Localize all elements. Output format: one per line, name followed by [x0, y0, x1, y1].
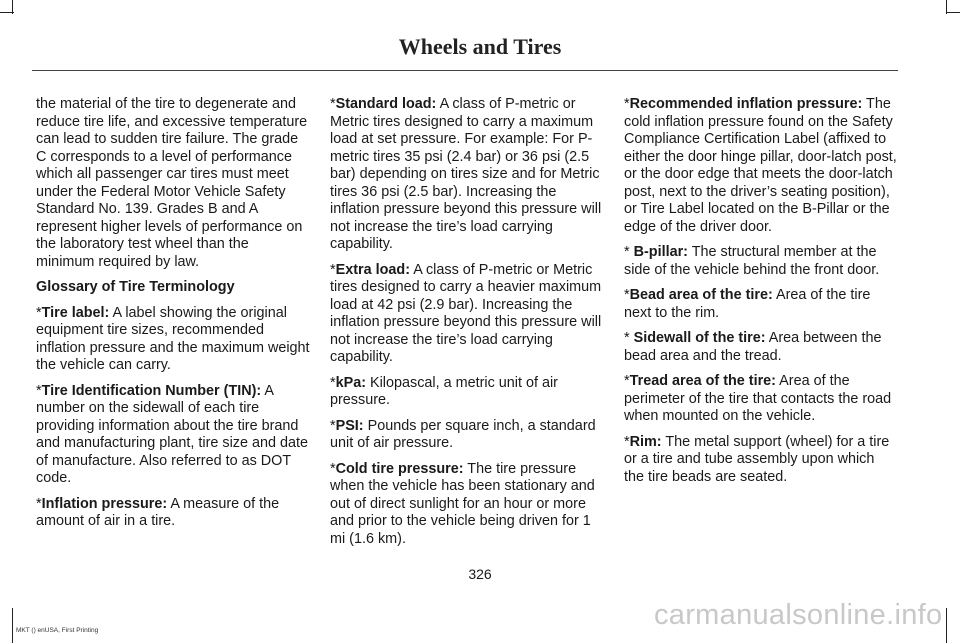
- definition: A class of P-metric or Metric tires designed to carry a maximum load at set pressure. For example: For P-metric tires 35 psi (2.4 bar) or 36 psi (2.5 bar) depending on tires size and for Metric tires 36 psi (2.5 bar). Increasing the inflation pressure beyond this pressure will not increase the tire’s load carrying capability.: [330, 96, 602, 252]
- definition: The tire pressure when the vehicle has been stationary and out of direct sunlight for an hour or more and prior to the vehicle being driven for 1 mi (1.6 km).: [330, 460, 595, 547]
- page-number: 326: [468, 566, 492, 582]
- term: Bead area of the tire:: [629, 287, 773, 303]
- asterisk: *: [624, 373, 630, 389]
- asterisk: *: [624, 96, 630, 112]
- term: Extra load:: [335, 261, 410, 278]
- glossary-entry-sidewall: [624, 330, 898, 365]
- text-column-2: [330, 96, 604, 556]
- asterisk: *: [624, 330, 634, 346]
- term: Recommended inflation pressure:: [629, 96, 863, 112]
- glossary-entry-rim: [624, 434, 898, 487]
- term: B-pillar:: [633, 244, 688, 260]
- definition: Kilopascal, a metric unit of air pressure.: [330, 374, 558, 408]
- definition: Area of the perimeter of the tire that contacts the road when mounted on the vehicle.: [624, 373, 892, 424]
- glossary-entry-recommended-pressure: [624, 96, 898, 236]
- term: Sidewall of the tire:: [633, 330, 766, 346]
- asterisk: *: [330, 96, 336, 112]
- glossary-entry-extra-load: [330, 262, 604, 367]
- definition: The structural member at the side of the vehicle behind the front door.: [624, 244, 880, 278]
- definition: A number on the sidewall of each tire providing information about the tire brand and manufacturing plant, tire size and date of manufacture. Also referred to as DOT code.: [36, 382, 308, 486]
- asterisk: *: [330, 374, 336, 391]
- glossary-entry-b-pillar: [624, 244, 898, 279]
- definition: The metal support (wheel) for a tire or a tire and tube assembly upon which the tire beads are seated.: [624, 433, 890, 485]
- asterisk: *: [624, 287, 630, 303]
- glossary-heading: Glossary of Tire Terminology: [36, 279, 235, 295]
- asterisk: *: [624, 433, 630, 450]
- asterisk: *: [330, 417, 336, 434]
- watermark: carmanualsonline.info: [654, 599, 943, 631]
- term: Inflation pressure:: [41, 495, 168, 512]
- asterisk: *: [330, 460, 336, 477]
- crop-mark-bottom-left-vertical: [12, 608, 13, 643]
- glossary-entry-inflation-pressure: [36, 496, 310, 531]
- definition: A class of P-metric or Metric tires designed to carry a heavier maximum load at 42 psi (2.9 bar). Increasing the inflation pressure beyond this pressure will not increase the tire’s load carrying capability.: [330, 261, 602, 365]
- asterisk: *: [624, 244, 634, 260]
- text-column-3: [624, 96, 898, 494]
- glossary-entry-tread-area: [624, 373, 898, 426]
- glossary-entry-psi: [330, 418, 604, 453]
- print-info: MKT () enUSA, First Printing: [16, 627, 99, 634]
- page-title: Wheels and Tires: [398, 34, 562, 59]
- definition: The cold inflation pressure found on the Safety Compliance Certification Label (affixed to either the door hinge pillar, door-latch post, or the door edge that meets the door-latch post, next to the driver’s seating position), or Tire Label located on the B-Pillar or the edge of the driver door.: [624, 96, 897, 235]
- text-column-1: [36, 96, 310, 539]
- glossary-entry-cold-tire-pressure: [330, 461, 604, 549]
- glossary-entry-standard-load: [330, 96, 604, 254]
- term: kPa:: [335, 374, 367, 391]
- crop-mark-top-left-horizontal: [0, 12, 14, 13]
- definition: A label showing the original equipment tire sizes, recommended inflation pressure and the maximum weight the vehicle can carry.: [36, 304, 310, 373]
- term: Standard load:: [335, 96, 437, 112]
- term: PSI:: [335, 417, 364, 434]
- glossary-entry-kpa: [330, 375, 604, 410]
- term: Tread area of the tire:: [629, 373, 776, 389]
- definition: Area of the tire next to the rim.: [624, 287, 871, 321]
- paragraph-tire-grade: the material of the tire to degenerate and reduce tire life, and excessive temperature can lead to sudden tire failure. The grade C corresponds to a level of performance which all passenger car tires must meet under the Federal Motor Vehicle Safety Standard No. 139. Grades B and A represent higher levels of performance on the laboratory test wheel than the minimum required by law.: [36, 96, 308, 270]
- asterisk: *: [330, 261, 336, 278]
- glossary-entry-tire-label: [36, 305, 310, 375]
- definition: Pounds per square inch, a standard unit of air pressure.: [330, 417, 596, 451]
- definition: Area between the bead area and the tread.: [624, 330, 882, 364]
- crop-mark-top-right-horizontal: [946, 12, 960, 13]
- header-divider: [32, 70, 898, 71]
- glossary-entry-bead-area: [624, 287, 898, 322]
- asterisk: *: [36, 304, 42, 321]
- crop-mark-bottom-right-vertical: [946, 608, 947, 643]
- glossary-entry-tin: [36, 383, 310, 488]
- term: Tire Identification Number (TIN):: [41, 382, 262, 399]
- definition: A measure of the amount of air in a tire.: [36, 495, 280, 529]
- term: Rim:: [629, 433, 662, 450]
- asterisk: *: [36, 382, 42, 399]
- asterisk: *: [36, 495, 42, 512]
- term: Tire label:: [41, 304, 110, 321]
- term: Cold tire pressure:: [335, 460, 464, 477]
